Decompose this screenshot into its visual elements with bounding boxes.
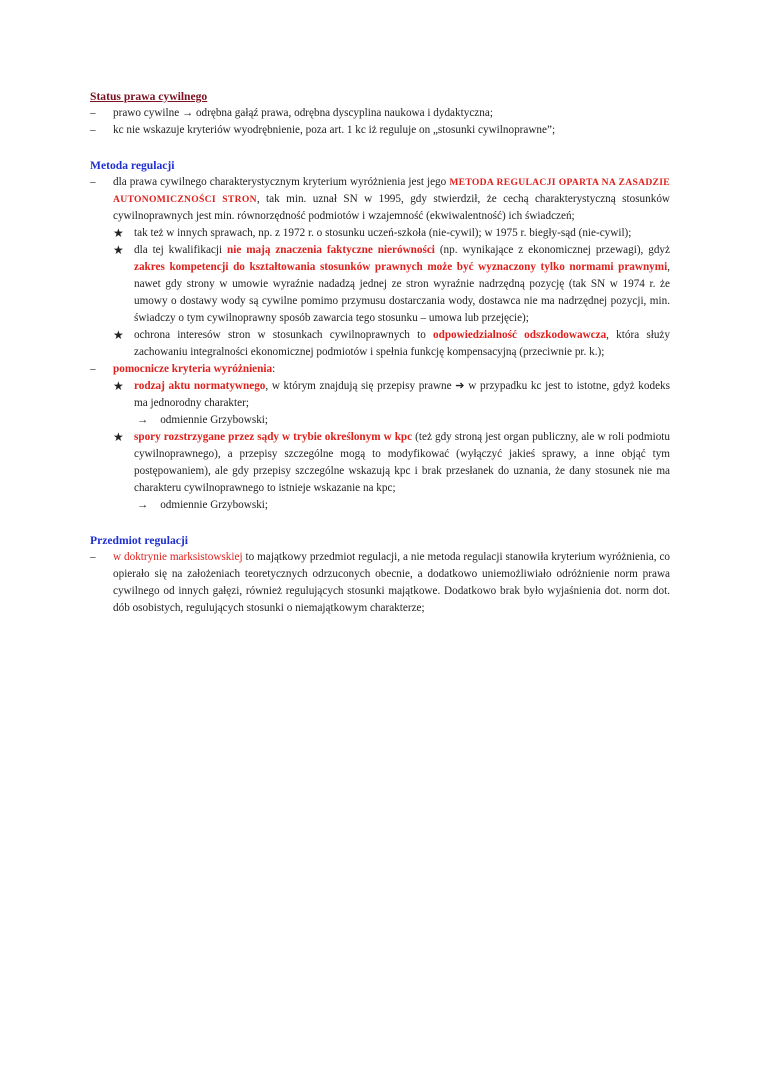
item-text: ochrona interesów stron w stosunkach cywilnoprawnych to xyxy=(134,329,433,341)
item-text: prawo cywilne → odrębna gałąź prawa, odrębna dyscyplina naukowa i dydaktyczna; xyxy=(113,107,493,119)
heading-metoda: Metoda regulacji xyxy=(90,159,175,172)
emphasis-text: pomocnicze kryteria wyróżnienia xyxy=(113,363,273,375)
sub-list-item xyxy=(90,429,670,497)
arrow-icon: → xyxy=(137,414,149,426)
star-bullet-icon: ★ xyxy=(113,243,124,257)
arrow-right-icon: ➔ xyxy=(455,380,465,392)
item-text: w przypadku kc jest to istotne, gdyż kodeks ma jednorodny charakter; xyxy=(134,380,670,409)
item-text: , która służy zachowaniu integralności ekonomicznej podmiotów i spełnia funkcję kompensacyjną (przeciwnie pr. k.); xyxy=(134,329,670,358)
item-text: , tak min. uznał SN w 1995, gdy stwierdził, że cechą charakterystyczną stosunków cywilnoprawnych jest min. równorzędność podmiotów i wzajemność (ekwiwalentność) ich świadczeń; xyxy=(113,193,671,222)
item-text: tak też w innych sprawach, np. z 1972 r. o stosunku uczeń-szkoła (nie-cywil); w 1975 r. biegły-sąd (nie-cywil); xyxy=(134,227,632,239)
heading-status: Status prawa cywilnego xyxy=(90,90,208,103)
emphasis-text: METODA REGULACJI OPARTA NA ZASADZIE AUTONOMICZNOŚCI STRON xyxy=(113,177,670,205)
emphasis-text: zakres kompetencji do kształtowania stosunków prawnych może być wyznaczony tylko normami prawnymi xyxy=(134,261,668,273)
list-item xyxy=(90,122,670,139)
emphasis-text: spory rozstrzygane przez sądy w trybie określonym w kpc xyxy=(134,431,413,443)
emphasis-text: nie mają znaczenia faktyczne nierówności xyxy=(227,244,435,256)
sub-list-item xyxy=(90,378,670,412)
heading-przedmiot: Przedmiot regulacji xyxy=(90,534,188,547)
item-text: (np. wynikające z ekonomicznej przewagi), gdyż xyxy=(434,244,670,256)
dash-marker: – xyxy=(90,124,96,136)
arrow-icon: → xyxy=(137,499,149,511)
arrow-note xyxy=(90,497,670,514)
item-text: kc nie wskazuje kryteriów wyodrębnienie, poza art. 1 kc iż reguluje on „stosunki cywilnoprawne”; xyxy=(113,124,556,136)
arrow-note xyxy=(90,412,670,429)
item-text: odmiennie Grzybowski; xyxy=(160,414,269,426)
emphasis-text: odpowiedzialność odszkodowawcza xyxy=(433,329,607,341)
item-text: dla prawa cywilnego charakterystycznym kryterium wyróżnienia jest jego xyxy=(113,176,450,188)
star-bullet-icon: ★ xyxy=(113,379,124,393)
item-text: : xyxy=(272,363,276,375)
list-item xyxy=(90,174,670,225)
dash-marker: – xyxy=(90,176,96,188)
sub-list-item xyxy=(90,225,670,242)
star-bullet-icon: ★ xyxy=(113,430,124,444)
sub-list-item xyxy=(90,327,670,361)
document-page xyxy=(90,88,670,617)
item-text: to majątkowy przedmiot regulacji, a nie metoda regulacji stanowiła kryterium wyróżnienia, co opierało się na założeniach teoretycznych odrzuconych obecnie, a dodatkowo uniemożliwiało odróżnienie norm prawa cywilnego od innych gałęzi, również regulujących stosunki majątkowe. Dodatkowo brak było wyjaśnienia dot. norm dot. dób osobistych, regulujących stosunki o niemajątkowym charakterze; xyxy=(113,551,670,614)
item-text: , w którym znajdują się przepisy prawne xyxy=(265,380,456,392)
star-bullet-icon: ★ xyxy=(113,226,124,240)
list-item xyxy=(90,361,670,378)
dash-marker: – xyxy=(90,551,96,563)
emphasis-text: rodzaj aktu normatywnego xyxy=(134,380,266,392)
dash-marker: – xyxy=(90,363,96,375)
dash-marker: – xyxy=(90,107,96,119)
sub-list-item xyxy=(90,242,670,327)
emphasis-text: w doktrynie marksistowskiej xyxy=(113,551,243,563)
item-text: dla tej kwalifikacji xyxy=(134,244,227,256)
list-item xyxy=(90,549,670,617)
item-text: (też gdy stroną jest organ publiczny, ale w roli podmiotu cywilnoprawnego), a przepisy szczególne mogą to modyfikować (wyłączyć jakieś sprawy, a inne objąć tym postępowaniem), ale gdy przepisy szczególne wskazują kpc i brak przesłanek do uznania, że dany stosunek nie ma charakteru cywilnoprawnego to istnieje wskazanie na kpc; xyxy=(134,431,670,494)
item-text: odmiennie Grzybowski; xyxy=(160,499,269,511)
star-bullet-icon: ★ xyxy=(113,328,124,342)
item-text: , nawet gdy strony w umowie wyraźnie nadadzą jednej ze stron wyraźnie nadrzędną pozycję (tak SN w 1974 r. że umowy o dostawy wody są cywilne pomimo przymusu dostarczania wody, dostawca nie ma nadrzędnej pozycji, min. świadczy o tym cywilnoprawny sposób zawarcia tego stosunku – umowa lub przejęcie); xyxy=(134,261,670,324)
list-item xyxy=(90,105,670,122)
